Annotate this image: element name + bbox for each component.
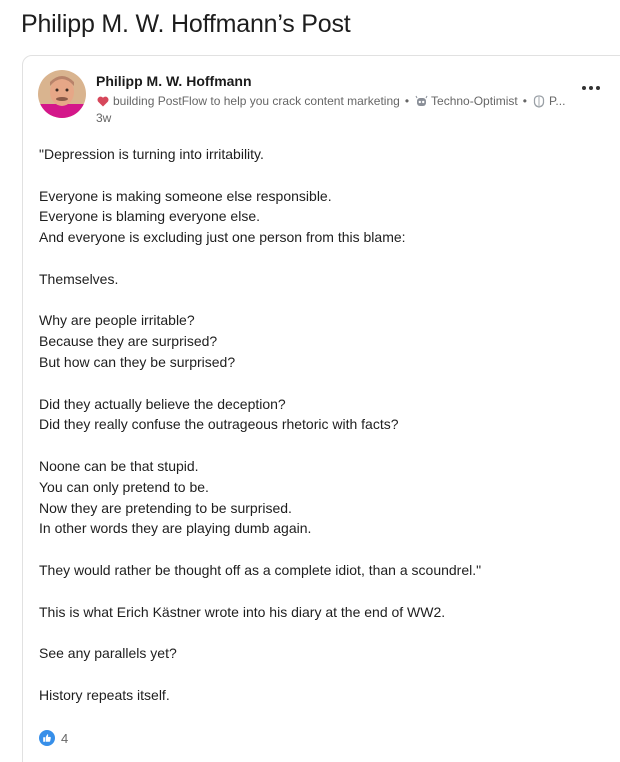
author-name[interactable]: Philipp M. W. Hoffmann: [96, 73, 252, 89]
post-card: [22, 55, 620, 762]
post-text-line: In other words they are playing dumb again.: [39, 520, 312, 537]
post-text-line: And everyone is excluding just one person from this blame:: [39, 229, 406, 246]
post-timestamp: 3w: [96, 111, 112, 125]
post-text-line: "Depression is turning into irritability.: [39, 146, 264, 162]
post-text-line: [39, 581, 599, 602]
post-text-line: Noone can be that stupid.: [39, 457, 199, 474]
more-dot-icon: [582, 86, 586, 90]
headline-part: building PostFlow to help you crack content marketing: [113, 94, 400, 108]
headline-separator: •: [404, 94, 410, 108]
headline-part: Techno-Optimist: [431, 94, 518, 108]
more-dot-icon: [596, 86, 600, 90]
more-dot-icon: [589, 86, 593, 90]
post-text-line: Because they are surprised?: [39, 333, 218, 350]
post-text-line: [39, 373, 599, 394]
post-text-line: Did they actually believe the deception?: [39, 395, 286, 412]
brain-icon: [532, 94, 546, 108]
post-text-line: History repeats itself.: [39, 686, 170, 703]
page-title: Philipp M. W. Hoffmann’s Post: [21, 10, 351, 38]
heart-icon: [96, 94, 110, 108]
more-options-button[interactable]: [577, 80, 605, 96]
headline-part: P...: [548, 94, 566, 108]
post-text-line: Everyone is blaming everyone else.: [39, 208, 261, 225]
author-headline: [96, 94, 576, 108]
post-text-line: [39, 539, 599, 560]
post-text-line: But how can they be surprised?: [39, 353, 236, 370]
post-body: [39, 144, 599, 706]
reaction-count: 4: [61, 730, 69, 746]
post-text-line: [39, 622, 599, 643]
post-text-line: You can only pretend to be.: [39, 478, 209, 495]
post-text-line: Did they really confuse the outrageous rhetoric with facts?: [39, 416, 399, 433]
post-text-line: [39, 165, 599, 186]
profile-photo: [38, 70, 86, 118]
post-text-line: Now they are pretending to be surprised.: [39, 499, 292, 516]
headline-separator: •: [522, 94, 527, 108]
post-text-line: Themselves.: [39, 270, 119, 287]
author-avatar[interactable]: [38, 70, 86, 118]
post-text-line: Why are people irritable?: [39, 312, 195, 329]
post-text-line: Everyone is making someone else responsible.: [39, 187, 332, 204]
like-icon: [39, 730, 55, 746]
post-text-line: [39, 435, 599, 456]
robot-icon: [414, 94, 428, 108]
post-text-line: See any parallels yet?: [39, 645, 177, 662]
post-text-line: [39, 664, 599, 685]
post-text-line: They would rather be thought off as a complete idiot, than a scoundrel.": [39, 561, 482, 578]
reactions-summary[interactable]: [39, 730, 68, 746]
post-text-line: This is what Erich Kästner wrote into his diary at the end of WW2.: [39, 603, 446, 620]
post-text-line: [39, 248, 599, 269]
post-text-line: [39, 290, 599, 311]
